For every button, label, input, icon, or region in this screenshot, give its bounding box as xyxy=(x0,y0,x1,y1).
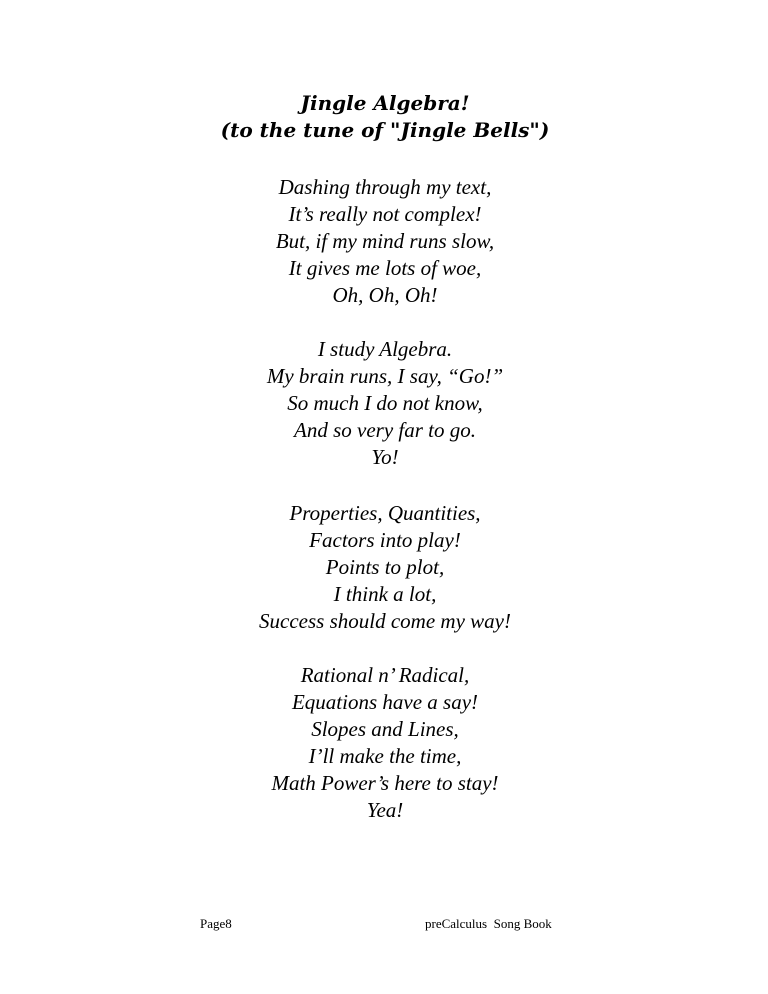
lyric-line: Yo! xyxy=(371,445,399,469)
page-number: Page8 xyxy=(200,916,232,931)
song-title xyxy=(185,90,585,144)
lyric-line: Rational n’ Radical, xyxy=(300,663,470,687)
stanza-3 xyxy=(185,500,585,635)
lyric-line: Yea! xyxy=(366,798,404,822)
lyric-line: Factors into play! xyxy=(309,528,461,552)
lyric-line: Success should come my way! xyxy=(259,609,511,633)
lyric-line: Slopes and Lines, xyxy=(311,717,459,741)
lyric-line: Points to plot, xyxy=(325,555,445,579)
lyric-line: Properties, Quantities, xyxy=(289,501,481,525)
lyric-line: It gives me lots of woe, xyxy=(288,256,482,280)
lyric-line: So much I do not know, xyxy=(287,391,483,415)
lyric-line: Math Power’s here to stay! xyxy=(271,771,499,795)
lyric-line: Oh, Oh, Oh! xyxy=(332,283,438,307)
lyric-line: It’s really not complex! xyxy=(288,202,482,226)
lyric-line: I think a lot, xyxy=(333,582,437,606)
lyric-line: And so very far to go. xyxy=(294,418,476,442)
lyric-line: Dashing through my text, xyxy=(278,175,492,199)
book-title: preCalculus Song Book xyxy=(425,916,552,931)
lyric-line: I study Algebra. xyxy=(317,337,453,361)
lyric-line: My brain runs, I say, “Go!” xyxy=(266,364,504,388)
lyric-line: Equations have a say! xyxy=(291,690,479,714)
stanza-1 xyxy=(185,174,585,309)
title-line: Jingle Algebra! xyxy=(300,91,470,115)
lyric-line: I’ll make the time, xyxy=(308,744,462,768)
subtitle-line: (to the tune of "Jingle Bells") xyxy=(220,118,550,142)
stanza-2 xyxy=(185,336,585,471)
stanza-4 xyxy=(185,662,585,824)
lyric-line: But, if my mind runs slow, xyxy=(275,229,495,253)
